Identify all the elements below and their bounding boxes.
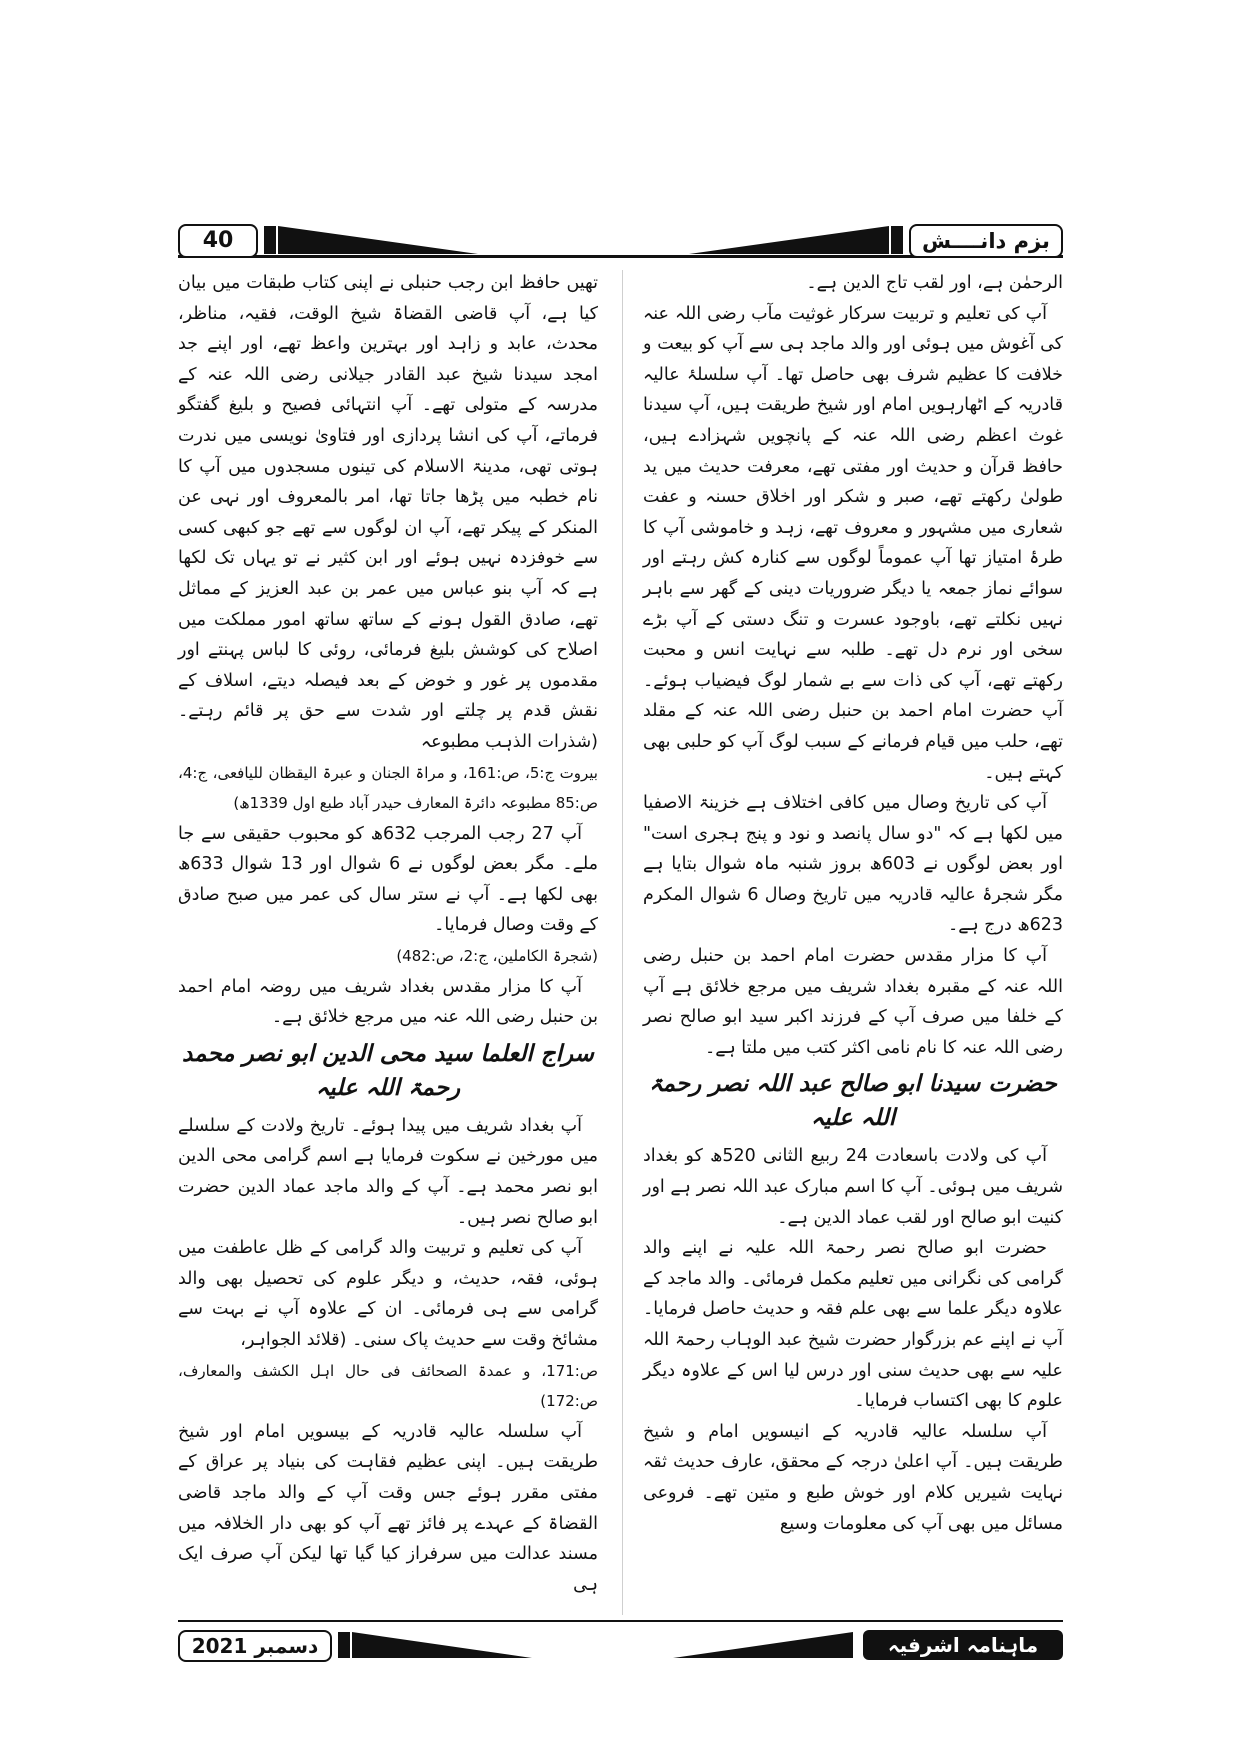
paragraph: الرحمٰن ہے، اور لقب تاج الدین ہے۔ xyxy=(806,273,1063,293)
paragraph: آپ سلسلہ عالیہ قادریہ کے انیسویں امام و شیخ طریقت ہیں۔ آپ اعلیٰ درجہ کے محقق، عارف حدیث ثقہ نہایت شیریں کلام اور خوش طبع و متین تھے۔ فروعی مسائل میں بھی آپ کی معلومات وسیع xyxy=(643,1421,1063,1534)
page-number: 40 xyxy=(178,224,258,258)
paragraph: تھیں حافظ ابن رجب حنبلی نے اپنی کتاب طبقات میں بیان کیا ہے، آپ قاضی القضاۃ شیخ الوقت، فقیہ، مناظر، محدث، عابد و زاہد اور بہترین واعظ تھے، اور اپنے جد امجد سیدنا شیخ عبد القادر جیلانی رضی اللہ عنہ کے مدرسہ کے متولی تھے۔ آپ انتہائی فصیح و بلیغ گفتگو فرماتے، آپ کی انشا پردازی اور فتاویٰ نویسی میں ندرت ہوتی تھی، مدینۃ الاسلام کی تینوں مسجدوں میں آپ کا نام خطبہ میں پڑھا جاتا تھا، امر بالمعروف اور نہی عن المنکر کے پیکر تھے، آپ ان لوگوں سے تھے جو کبھی کسی سے خوفزدہ نہیں ہوئے اور ابن کثیر نے تو یہاں تک لکھا ہے کہ آپ بنو عباس میں عمر بن عبد العزیز کے مماثل تھے، صادق القول ہونے کے ساتھ ساتھ امور مملکت میں اصلاح کی کوشش بلیغ فرمائی، روئی کا لباس پہنتے اور مقدموں پر غور و خوض کے بعد فیصلہ دیتے، اسلاف کے نقش قدم پر چلتے اور شدت سے حق پر قائم رہتے۔ (شذرات الذہب مطبوعہ xyxy=(178,273,598,752)
header-bar-left xyxy=(264,226,276,254)
footer-bar-left xyxy=(338,1632,350,1658)
page-footer xyxy=(178,1620,1063,1660)
footer-rule xyxy=(178,1620,1063,1622)
issue-date: دسمبر 2021 xyxy=(178,1630,332,1662)
right-column xyxy=(643,268,1063,1539)
paragraph: آپ کا مزار مقدس حضرت امام احمد بن حنبل رضی اللہ عنہ کے مقبرہ بغداد شریف میں مرجع خلائق ہے آپ کے خلفا میں صرف آپ کے فرزند اکبر سید ابو صالح نصر رضی اللہ عنہ کا نام نامی اکثر کتب میں ملتا ہے۔ xyxy=(643,946,1063,1058)
header-bar-right xyxy=(891,226,903,254)
paragraph: حضرت ابو صالح نصر رحمۃ اللہ علیہ نے اپنے والد گرامی کی نگرانی میں تعلیم مکمل فرمائی۔ والد ماجد کے علاوہ دیگر علما سے بھی علم فقہ و حدیث حاصل فرمایا۔ آپ نے اپنے عم بزرگوار حضرت شیخ عبد الوہاب رحمۃ اللہ علیہ سے بھی حدیث سنی اور درس لیا اس کے علاوہ دیگر علوم کا بھی اکتساب فرمایا۔ xyxy=(643,1238,1063,1412)
paragraph: آپ 27 رجب المرجب 632ھ کو محبوب حقیقی سے جا ملے۔ مگر بعض لوگوں نے 6 شوال اور 13 شوال 633ھ بھی لکھا ہے۔ آپ نے ستر سال کی عمر میں صبح صادق کے وقت وصال فرمایا۔ xyxy=(178,823,599,936)
magazine-name: ماہنامہ اشرفیہ xyxy=(863,1630,1063,1660)
paragraph: آپ بغداد شریف میں پیدا ہوئے۔ تاریخ ولادت کے سلسلے میں مورخین نے سکوت فرمایا ہے اسم گرامی محی الدین ابو نصر محمد ہے۔ آپ کے والد ماجد عماد الدین حضرت ابو صالح نصر ہیں۔ xyxy=(178,1115,598,1228)
citation: ص:171، و عمدۃ الصحائف فی حال اہل الکشف والمعارف، ص:172) xyxy=(178,1361,598,1411)
paragraph: آپ کی تاریخ وصال میں کافی اختلاف ہے خزینۃ الاصفیا میں لکھا ہے کہ "دو سال پانصد و نود و پنج ہجری است" اور بعض لوگوں نے 603ھ بروز شنبہ ماہ شوال بتایا ہے مگر شجرۂ عالیہ قادریہ میں تاریخ وصال 6 شوال المکرم 623ھ درج ہے۔ xyxy=(643,793,1063,936)
section-title: بزم دانــــش xyxy=(909,224,1063,258)
paragraph: آپ سلسلہ عالیہ قادریہ کے بیسویں امام اور شیخ طریقت ہیں۔ اپنی عظیم فقاہت کی بنیاد پر عراق کے مفتی مقرر ہوئے جس وقت آپ کے والد ماجد قاضی القضاۃ کے عہدے پر فائز تھے آپ کو بھی دار الخلافہ میں مسند عدالت میں سرفراز کیا گیا تھا لیکن آپ صرف ایک ہی xyxy=(178,1421,598,1595)
section-heading: حضرت سیدنا ابو صالح عبد اللہ نصر رحمۃ اللہ علیہ xyxy=(649,1071,1057,1132)
paragraph: آپ کی ولادت باسعادت 24 ربیع الثانی 520ھ کو بغداد شریف میں ہوئی۔ آپ کا اسم مبارک عبد اللہ نصر ہے اور کنیت ابو صالح اور لقب عماد الدین ہے۔ xyxy=(643,1146,1063,1228)
section-heading: سراج العلما سید محی الدین ابو نصر محمد رحمۃ اللہ علیہ xyxy=(182,1040,594,1101)
header-wedge-right xyxy=(689,226,889,254)
column-divider xyxy=(622,270,623,1615)
paragraph: آپ کی تعلیم و تربیت والد گرامی کے ظل عاطفت میں ہوئی، فقہ، حدیث، و دیگر علوم کی تحصیل بھی والد گرامی سے ہی فرمائی۔ ان کے علاوہ آپ نے بہت سے مشائخ وقت سے حدیث پاک سنی۔ (قلائد الجواہر، xyxy=(178,1238,598,1350)
footer-wedge-left xyxy=(352,1632,532,1658)
citation: بیروت ج:5، ص:161، و مراۃ الجنان و عبرۃ الیقظان للیافعی، ج:4، ص:85 مطبوعہ دائرۃ المعارف حیدر آباد طبع اول 1339ھ) xyxy=(178,763,598,813)
footer-wedge-right xyxy=(673,1632,853,1658)
page-header xyxy=(178,222,1063,258)
citation: (شجرۃ الکاملین، ج:2، ص:482) xyxy=(396,947,598,966)
left-column xyxy=(178,268,598,1600)
paragraph: آپ کی تعلیم و تربیت سرکار غوثیت مآب رضی اللہ عنہ کی آغوش میں ہوئی اور والد ماجد ہی سے آپ کو بیعت و خلافت کا عظیم شرف بھی حاصل تھا۔ آپ سلسلۂ عالیہ قادریہ کے اٹھارہویں امام اور شیخ طریقت ہیں، آپ سیدنا غوث اعظم رضی اللہ عنہ کے پانچویں شہزادے ہیں، حافظ قرآن و حدیث اور مفتی تھے، معرفت حدیث میں ید طولیٰ رکھتے تھے، صبر و شکر اور اخلاق حسنہ و عفت شعاری میں مشہور و معروف تھے، زہد و خاموشی آپ کا طرۂ امتیاز تھا آپ عموماً لوگوں سے کنارہ کش رہتے اور سوائے نماز جمعہ یا دیگر ضروریات دینی کے گھر سے باہر نہیں نکلتے تھے، باوجود عسرت و تنگ دستی کے آپ بڑے سخی اور نرم دل تھے۔ طلبہ سے نہایت انس و محبت رکھتے تھے، آپ کی ذات سے بے شمار لوگ فیضیاب ہوئے۔ آپ حضرت امام احمد بن حنبل رضی اللہ عنہ کے مقلد تھے، حلب میں قیام فرمانے کے سبب لوگ آپ کو حلبی بھی کہتے ہیں۔ xyxy=(643,303,1063,783)
header-wedge-left xyxy=(278,226,478,254)
paragraph: آپ کا مزار مقدس بغداد شریف میں روضہ امام احمد بن حنبل رضی اللہ عنہ میں مرجع خلائق ہے۔ xyxy=(178,976,598,1028)
